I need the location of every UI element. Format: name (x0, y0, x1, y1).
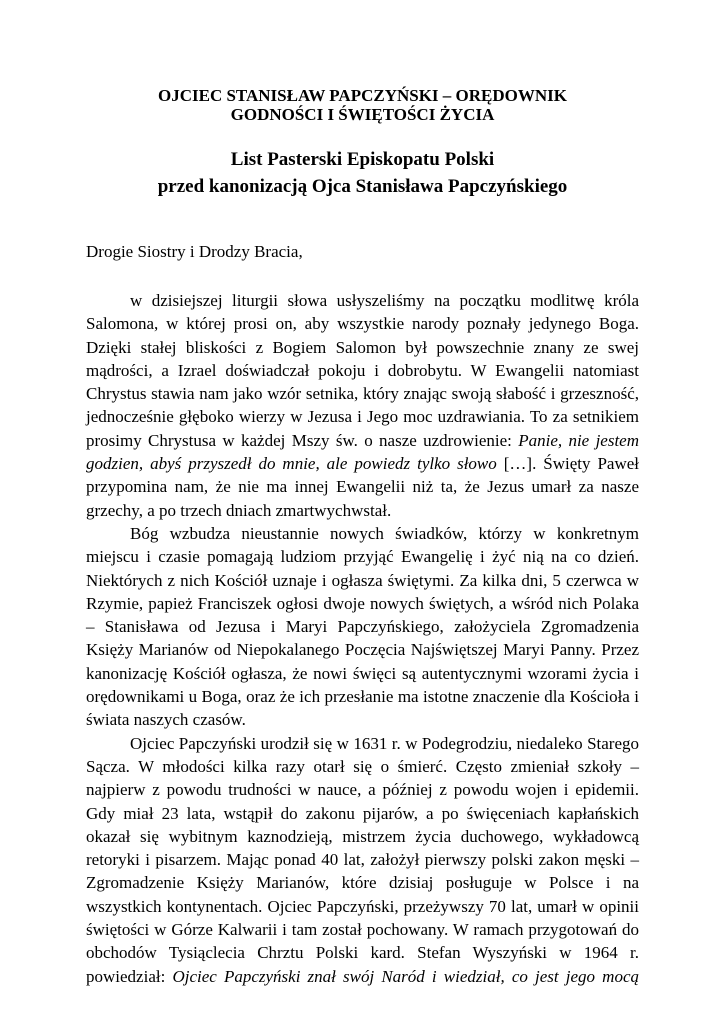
paragraph-1 (86, 289, 639, 522)
title-line-1: OJCIEC STANISŁAW PAPCZYŃSKI – ORĘDOWNIK (157, 86, 567, 105)
paragraph-1-text-a: w dzisiejszej liturgii słowa usłyszeliśmy na początku modlitwę króla Salomona, w której prosi on, aby wszystkie narody poznały jedynego Boga. Dzięki stałej bliskości z Bogiem Salomon był powszechnie znany ze swej mądrości, a Izrael doświadczał pokoju i dobrobytu. W Ewangelii natomiast Chrystus stawia nam jako wzór setnika, który znając swoją słabość i grzeszność, jednocześnie głęboko wierzy w Jezusa i Jego moc uzdrawiania. To za setnikiem prosimy Chrystusa w każdej Mszy św. o nasze uzdrowienie: (86, 291, 639, 450)
paragraph-2: Bóg wzbudza nieustannie nowych świadków, którzy w konkretnym miejscu i czasie pomagają ludziom przyjąć Ewangelię i żyć nią na co dzień. Niektórych z nich Kościół uznaje i ogłasza świętymi. Za kilka dni, 5 czerwca w Rzymie, papież Franciszek ogłosi dwoje nowych świętych, a wśród nich Polaka – Stanisława od Jezusa i Maryi Papczyńskiego, założyciela Zgromadzenia Księży Marianów od Niepokalanego Poczęcia Najświętszej Maryi Panny. Przez kanonizację Kościół ogłasza, że nowi święci są autentycznymi wzorami życia i orędownikami u Boga, oraz że ich przesłanie ma istotne znaczenie dla Kościoła i świata naszych czasów. (86, 523, 639, 730)
paragraph-3-text-a: Ojciec Papczyński urodził się w 1631 r. w Podegrodziu, niedaleko Starego Sącza. W młodości kilka razy otarł się o śmierć. Często zmieniał szkoły – najpierw z powodu trudności w nauce, a później z powodu wojen i epidemii. Gdy miał 23 lata, wstąpił do zakonu pijarów, a po święceniach kapłańskich okazał się wybitnym kaznodzieją, mistrzem życia duchowego, wykładowcą retoryki i pisarzem. Mając ponad 40 lat, założył pierwszy polski zakon męski – Zgromadzenie Księży Marianów, które dzisiaj posługuje w Polsce i na wszystkich kontynentach. Ojciec Papczyński, przeżywszy 70 lat, umarł w opinii świętości w Górze Kalwarii i tam został pochowany. W ramach przygotowań do obchodów Tysiąclecia Chrztu Polski kard. Stefan Wyszyński w 1964 r. powiedział: (86, 733, 639, 986)
title-line-2: GODNOŚCI I ŚWIĘTOŚCI ŻYCIA (230, 105, 495, 124)
document-title (86, 86, 639, 124)
paragraph-1-text-b: […]. Święty Paweł przypomina nam, że nie ma innej Ewangelii niż ta, że Jezus umarł za nasze grzechy, a po trzech dniach zmartwychwstał. (86, 454, 640, 520)
letter-body (86, 289, 639, 988)
subtitle-line-1: List Pasterski Episkopatu Polski (230, 149, 495, 170)
paragraph-1-quote: Panie, nie jestem godzien, abyś przyszedł do mnie, ale powiedz tylko słowo (86, 430, 639, 474)
subtitle-line-2: przed kanonizacją Ojca Stanisława Papczyńskiego (157, 176, 568, 197)
salutation: Drogie Siostry i Drodzy Bracia, (86, 242, 303, 261)
paragraph-3-quote: Ojciec Papczyński znał swój Naród i wiedział, co jest jego mocą (172, 966, 639, 986)
document-subtitle (86, 146, 639, 200)
paragraph-3 (86, 732, 639, 988)
